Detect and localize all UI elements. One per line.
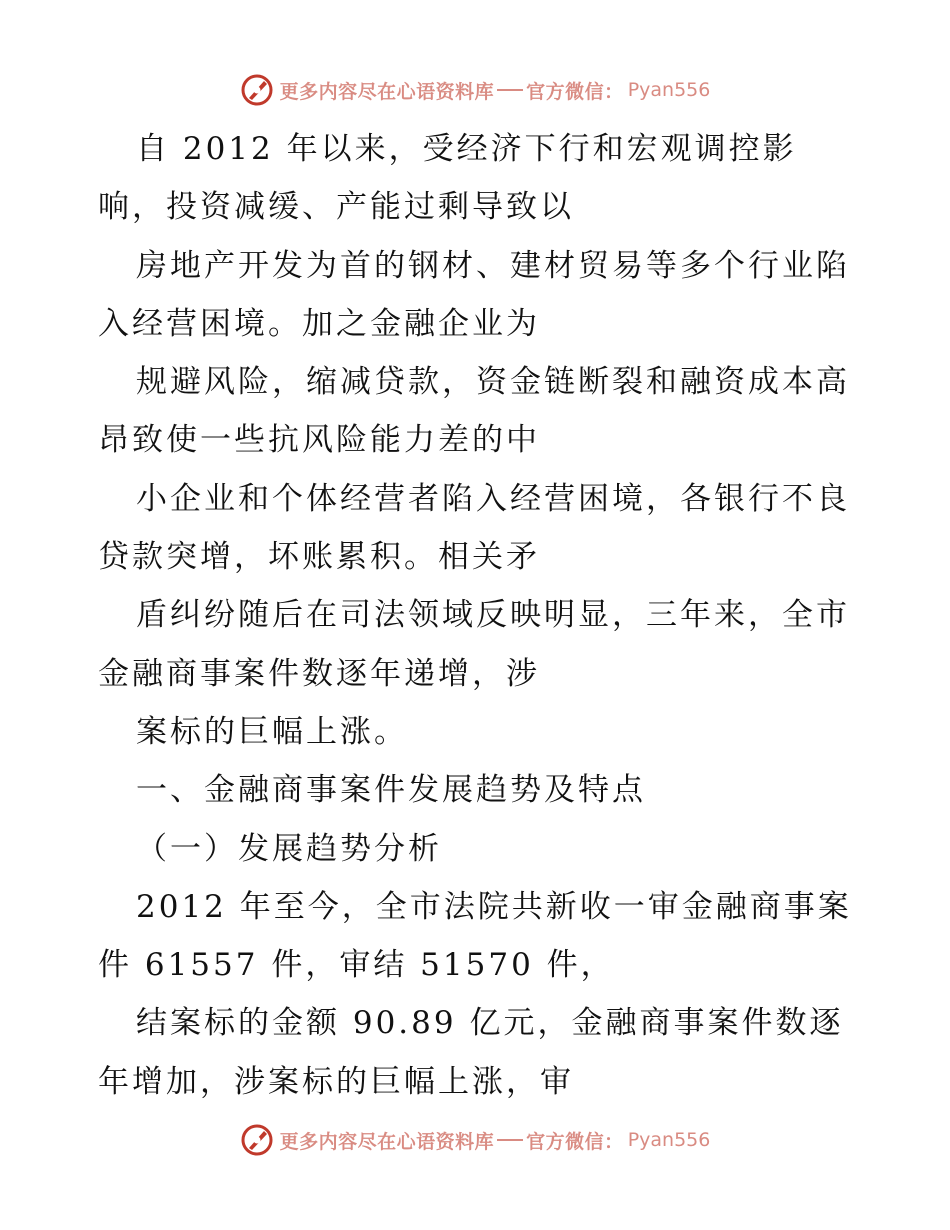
footer-contact-id: Pyan556	[627, 1129, 711, 1151]
paragraph-5: 盾纠纷随后在司法领域反映明显，三年来，全市金融商事案件数逐年递增，涉	[98, 597, 850, 692]
header-contact-id: Pyan556	[627, 79, 711, 101]
footer-banner-text: 更多内容尽在心语资料库	[279, 1130, 495, 1153]
paragraph-8: 结案标的金额 90.89 亿元，金融商事案件数逐年增加，涉案标的巨幅上涨，审	[98, 1005, 844, 1100]
paragraph-7: 2012 年至今，全市法院共新收一审金融商事案件 61557 件，审结 51570 件，	[98, 888, 852, 984]
section-heading: 一、金融商事案件发展趋势及特点	[136, 772, 646, 809]
quill-logo-icon	[240, 1123, 274, 1157]
paragraph-3: 规避风险，缩减贷款，资金链断裂和融资成本高昂致使一些抗风险能力差的中	[98, 364, 850, 459]
quill-logo-icon	[240, 73, 274, 107]
header-banner-text: 更多内容尽在心语资料库	[279, 80, 495, 103]
header-contact-label: 官方微信：	[526, 80, 624, 103]
document-body	[98, 120, 858, 1111]
footer-banner	[0, 1120, 950, 1160]
footer-banner-dash	[497, 1139, 523, 1141]
header-banner-dash	[497, 89, 523, 91]
paragraph-6: 案标的巨幅上涨。	[136, 713, 408, 750]
footer-contact-label: 官方微信：	[526, 1130, 624, 1153]
subsection-heading: （一）发展趋势分析	[136, 830, 442, 867]
paragraph-4: 小企业和个体经营者陷入经营困境，各银行不良贷款突增，坏账累积。相关矛	[98, 480, 850, 576]
paragraph-2: 房地产开发为首的钢材、建材贸易等多个行业陷入经营困境。加之金融企业为	[98, 247, 850, 342]
paragraph-1: 自 2012 年以来，受经济下行和宏观调控影响，投资减缓、产能过剩导致以	[98, 131, 797, 226]
header-banner	[0, 70, 950, 110]
